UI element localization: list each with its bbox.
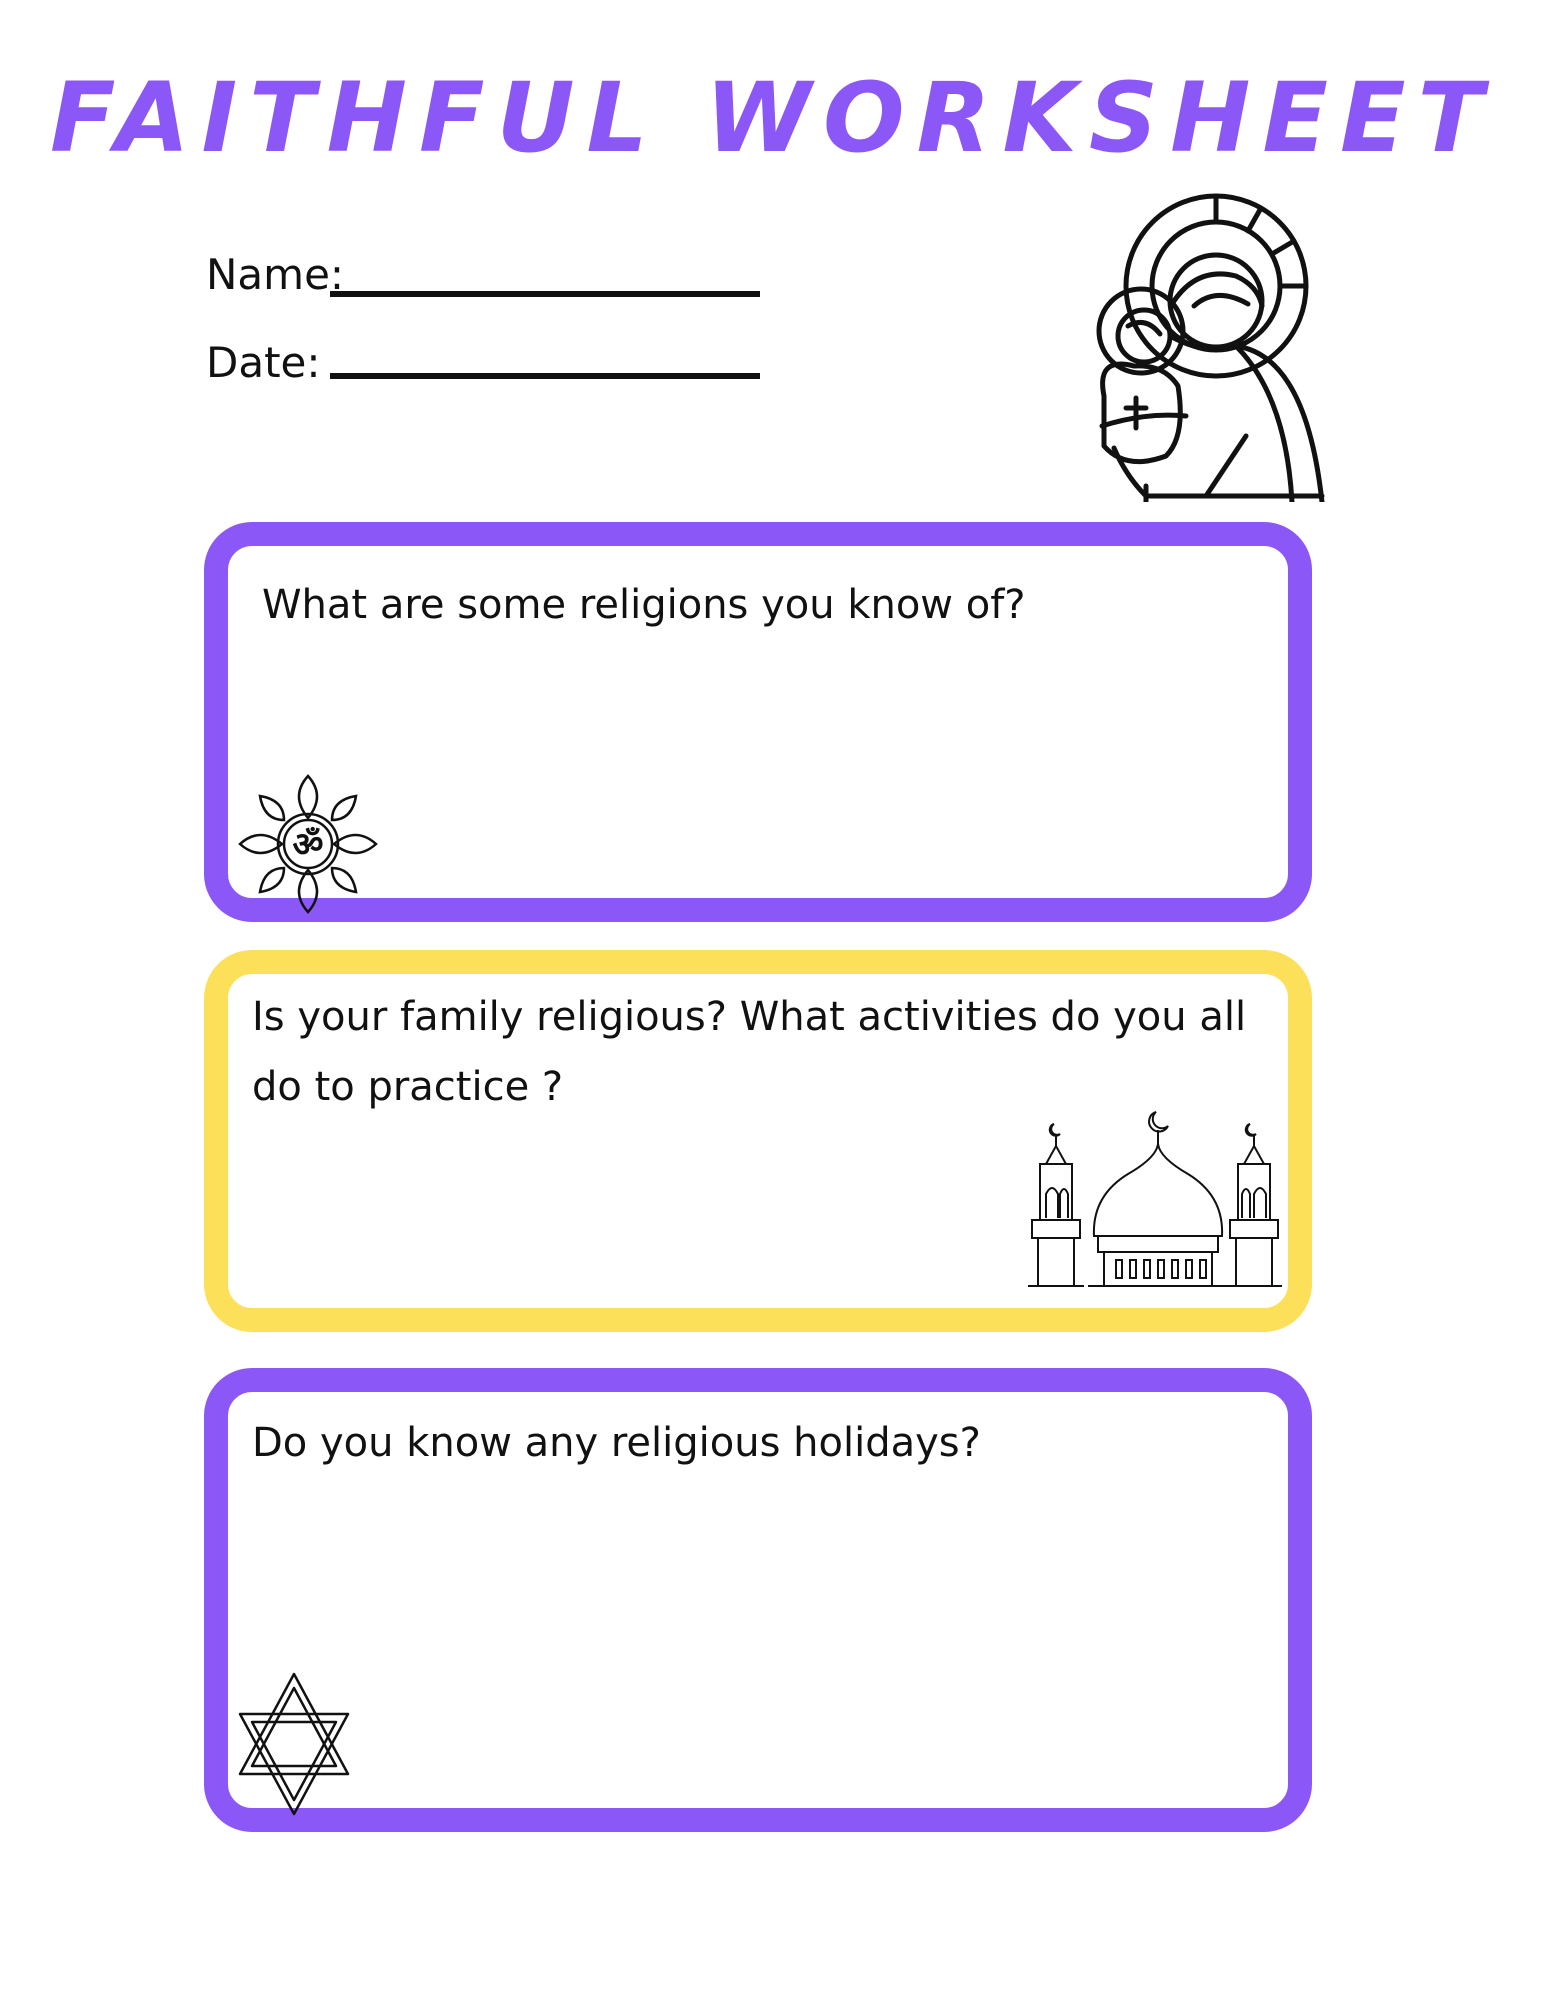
date-label: Date: — [206, 338, 321, 387]
name-field-line[interactable] — [330, 291, 760, 297]
question-1-text: What are some religions you know of? — [262, 582, 1026, 628]
question-card-1 — [204, 522, 1312, 922]
question-2-text: Is your family religious? What activities do you all do to practice ? — [252, 994, 1247, 1110]
om-lotus-icon — [238, 774, 378, 914]
question-card-2 — [204, 950, 1312, 1332]
star-of-david-icon — [234, 1670, 354, 1818]
question-card-3 — [204, 1368, 1312, 1832]
svg-text:ॐ: ॐ — [292, 825, 324, 865]
question-3-text: Do you know any religious holidays? — [252, 1420, 981, 1466]
page-title: FAITHFUL WORKSHEET — [49, 62, 1496, 174]
date-field-line[interactable] — [330, 373, 760, 379]
name-label: Name: — [206, 250, 345, 299]
mosque-icon — [1028, 1110, 1288, 1300]
madonna-and-child-icon — [1086, 186, 1336, 502]
